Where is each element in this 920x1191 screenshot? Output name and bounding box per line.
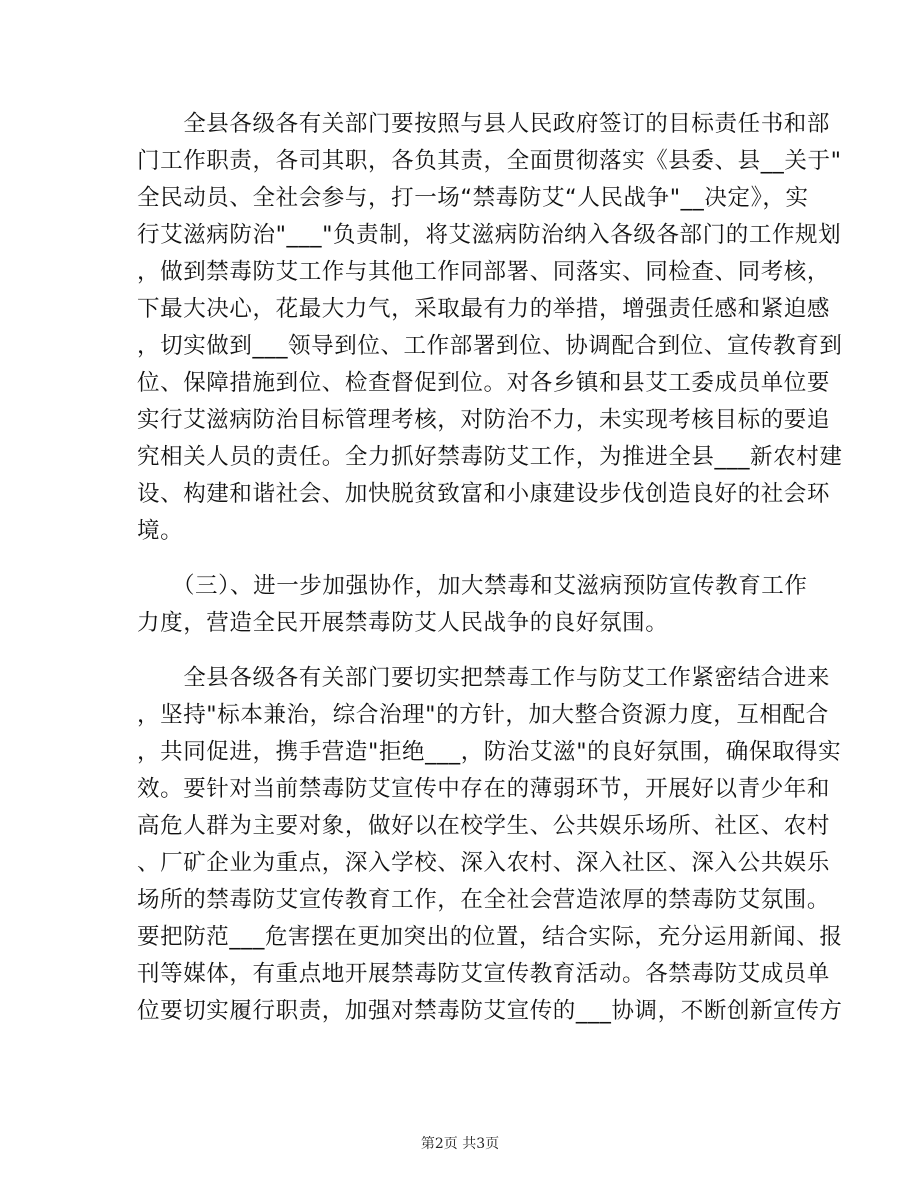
text-line: 行艾滋病防治"___"负责制，将艾滋病防治纳入各级各部门的工作规划 <box>137 222 842 248</box>
text-line: ，切实做到___领导到位、工作部署到位、协调配合到位、宣传教育到 <box>137 333 843 359</box>
text-line: ，共同促进，携手营造"拒绝___，防治艾滋"的良好氛围，确保取得实 <box>137 739 842 765</box>
text-line: 设、构建和谐社会、加快脱贫致富和小康建设步伐创造良好的社会环 <box>137 481 831 507</box>
text-line: 下最大决心，花最大力气，采取最有力的举措，增强责任感和紧迫感 <box>137 296 831 322</box>
text-line: 要把防范___危害摆在更加突出的位置，结合实际，充分运用新闻、报 <box>137 924 843 950</box>
text-line: 效。要针对当前禁毒防艾宣传中存在的薄弱环节，开展好以青少年和 <box>137 776 831 802</box>
text-line: 实行艾滋病防治目标管理考核，对防治不力，未实现考核目标的要追 <box>137 407 831 433</box>
text-line: 境。 <box>137 518 184 544</box>
section-heading-line: 力度，营造全民开展禁毒防艾人民战争的良好氛围。 <box>137 610 669 636</box>
text-line: 究相关人员的责任。全力抓好禁毒防艾工作，为推进全县___新农村建 <box>137 444 843 470</box>
text-line: ，坚持"标本兼治，综合治理"的方针，加大整合资源力度，互相配合 <box>137 702 829 728</box>
text-line: 全县各级各有关部门要按照与县人民政府签订的目标责任书和部 <box>137 111 831 137</box>
text-line: 位、保障措施到位、检查督促到位。对各乡镇和县艾工委成员单位要 <box>137 370 831 396</box>
section-heading-line: （三）、进一步加强协作，加大禁毒和艾滋病预防宣传教育工作 <box>137 573 808 599</box>
text-line: 全县各级各有关部门要切实把禁毒工作与防艾工作紧密结合进来 <box>137 665 831 691</box>
text-line: 高危人群为主要对象，做好以在校学生、公共娱乐场所、社区、农村 <box>137 813 831 839</box>
text-line: 全民动员、全社会参与，打一场“禁毒防艾“人民战争"__决定》，实 <box>137 185 809 211</box>
text-line: 门工作职责，各司其职，各负其责，全面贯彻落实《县委、县__关于" <box>137 148 842 174</box>
page-number: 第2页 共3页 <box>420 1136 500 1152</box>
text-line: 位要切实履行职责，加强对禁毒防艾宣传的___协调，不断创新宣传方 <box>137 998 843 1024</box>
text-line: 刊等媒体，有重点地开展禁毒防艾宣传教育活动。各禁毒防艾成员单 <box>137 961 831 987</box>
text-line: ，做到禁毒防艾工作与其他工作同部署、同落实、同检查、同考核， <box>137 259 831 285</box>
text-line: 、厂矿企业为重点，深入学校、深入农村、深入社区、深入公共娱乐 <box>137 850 831 876</box>
text-line: 场所的禁毒防艾宣传教育工作，在全社会营造浓厚的禁毒防艾氛围。 <box>137 887 831 913</box>
